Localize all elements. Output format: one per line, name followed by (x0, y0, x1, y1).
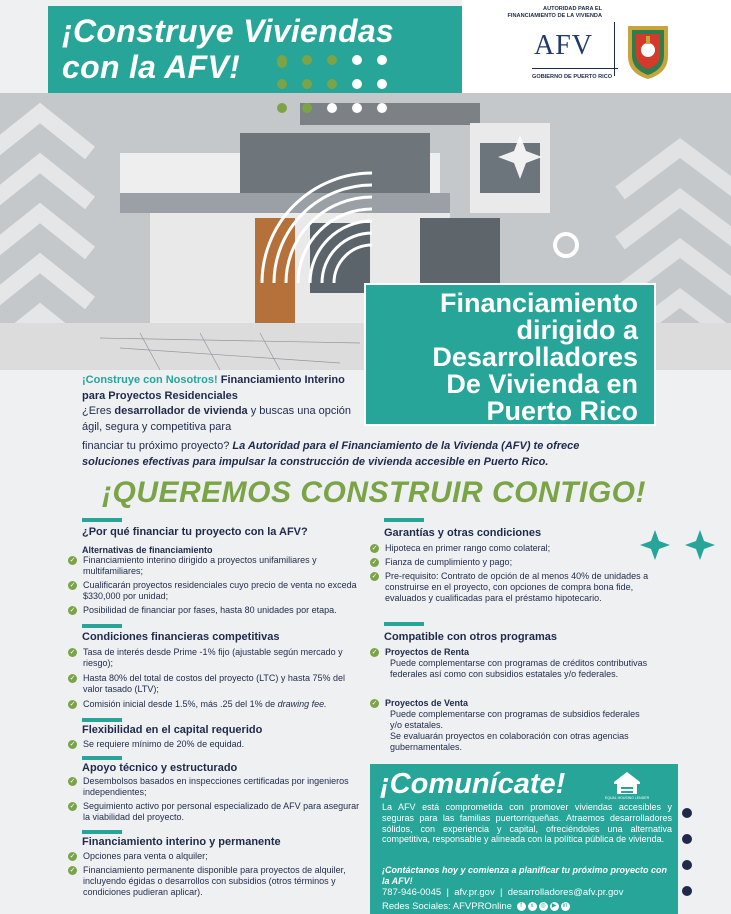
section-bar (82, 718, 122, 722)
contact-box (370, 764, 678, 914)
list-item (68, 699, 368, 710)
section-bar (82, 756, 122, 760)
list-item (370, 571, 660, 605)
check-icon: ✓ (371, 559, 378, 566)
section-bar (82, 830, 122, 834)
check-icon: ✓ (371, 545, 378, 552)
intro-line4: financiar tu próximo proyecto? (82, 440, 230, 452)
social-label: Redes Sociales: AFVPROnline (382, 901, 512, 912)
intro-paragraph (82, 373, 354, 435)
list-item (370, 557, 670, 568)
intro-q-post: y buscas una opción ágil, segura y competitiva para (82, 405, 352, 433)
title-box (364, 283, 656, 426)
decor-dot (682, 886, 692, 896)
section-title: Compatible con otros programas (384, 631, 557, 643)
title-line: dirigido a (516, 315, 638, 345)
check-icon: ✓ (69, 701, 76, 708)
check-icon: ✓ (371, 649, 378, 656)
instagram-icon[interactable]: ◎ (540, 902, 546, 909)
item-text: Puede complementarse con programas de subsidios federales y/o estatales. (390, 709, 640, 731)
social-line (382, 901, 570, 912)
intro-q-pre: ¿Eres (82, 405, 115, 417)
title-line: De Vivienda en (446, 369, 638, 399)
title-line: Puerto Rico (486, 396, 638, 426)
item-text: Financiamiento interino dirigido a proyectos unifamiliares y multifamiliares; (83, 555, 317, 577)
section-title: Apoyo técnico y estructurado (82, 762, 238, 774)
item-text: Puede complementarse con programas de créditos contributivas federales así como con subsidios estatales y/o federales. (390, 658, 648, 680)
item-text: Fianza de cumplimiento y pago; (385, 557, 513, 567)
list-item (68, 580, 368, 602)
section-bar (384, 518, 424, 522)
linkedin-icon[interactable]: in (561, 902, 570, 911)
intro-line5-bold: soluciones efectivas para impulsar la construcción de vivienda accesible en Puerto Rico. (82, 456, 549, 468)
list-item (68, 673, 360, 695)
list-item (68, 801, 360, 823)
item-text: Se evaluarán proyectos en colaboración con otras agencias gubernamentales. (390, 731, 629, 753)
contact-body: La AFV está comprometida con promover viviendas accesibles y seguras para las familias puertorriqueñas. Atraemos desarrolladores sólidos, con experiencia y capital, ofreciéndoles una alternativa competitiva, responsable y alineada con la política pública de vivienda. (382, 802, 672, 845)
title-line: Financiamiento (439, 288, 638, 318)
list-item (68, 739, 368, 750)
header-title-line1: ¡Construye Viviendas (62, 13, 395, 49)
list-item (68, 605, 368, 616)
list-item (68, 776, 360, 798)
contact-cta: ¡Contáctanos hoy y comienza a planificar tu próximo proyecto con la AFV! (382, 865, 668, 886)
list-item (370, 698, 670, 709)
item-text: Comisión inicial desde 1.5%, más .25 del 1% de (83, 699, 278, 709)
decor-dot (682, 808, 692, 818)
section-bar (82, 518, 122, 522)
item-text: Tasa de interés desde Prime -1% fijo (ajustable según mercado y riesgo); (83, 647, 343, 669)
equal-housing-icon (604, 770, 650, 800)
item-text: Financiamiento permanente disponible para proyectos de alquiler, incluyendo égidas o desarrollos con subsidios (otros términos y condiciones pudieran aplicar). (83, 865, 346, 898)
list-item (68, 865, 360, 899)
intro-line4-bold: La Autoridad para el Financiamiento de la Vivienda (AFV) te ofrece (232, 440, 580, 452)
list-item (68, 851, 368, 862)
item-text: Se requiere mínimo de 20% de equidad. (83, 739, 245, 749)
dot-grid-decoration (270, 52, 410, 132)
check-icon: ✓ (69, 853, 76, 860)
item-subtitle: Proyectos de Venta (385, 698, 469, 708)
section-title: Flexibilidad en el capital requerido (82, 724, 263, 736)
check-icon: ✓ (371, 573, 378, 580)
check-icon: ✓ (69, 803, 76, 810)
check-icon: ✓ (371, 700, 378, 707)
x-icon[interactable]: x (528, 902, 537, 911)
check-icon: ✓ (69, 741, 76, 748)
big-title: ¡QUEREMOS CONSTRUIR CONTIGO! (102, 476, 646, 509)
item-text: Hasta 80% del total de costos del proyecto (LTC) y hasta 75% del valor tasado (LTV); (83, 673, 345, 695)
section-title: Financiamiento interino y permanente (82, 836, 281, 848)
item-text: Posibilidad de financiar por fases, hasta 80 unidades por etapa. (83, 605, 337, 615)
decor-dot (682, 860, 692, 870)
separator: | (499, 887, 503, 898)
intro-lead: ¡Construye con Nosotros! (82, 374, 218, 386)
header-title-line2: con la AFV! (62, 49, 241, 85)
youtube-icon[interactable]: ▶ (550, 902, 559, 911)
item-text: Seguimiento activo por personal especializado de AFV para asegurar la viabilidad del proyecto. (83, 801, 360, 823)
item-text-italic: drawing fee. (277, 699, 327, 709)
logo-rule (532, 68, 618, 69)
intro-paragraph-2 (82, 438, 682, 470)
item-text: Hipoteca en primer rango como colateral; (385, 543, 551, 553)
intro-lead-rest: Financiamiento Interino para Proyectos Residenciales (82, 374, 345, 402)
section-subtitle: Alternativas de financiamiento (82, 545, 213, 555)
check-icon: ✓ (69, 649, 76, 656)
check-icon: ✓ (69, 867, 76, 874)
check-icon: ✓ (69, 557, 76, 564)
phone-link[interactable]: 787-946-0045 (382, 887, 442, 898)
separator: | (446, 887, 449, 898)
check-icon: ✓ (69, 582, 76, 589)
list-item (68, 555, 368, 577)
section-bar (82, 624, 122, 628)
title-line: Desarrolladores (432, 342, 638, 372)
facebook-icon[interactable]: f (517, 902, 526, 911)
section-title: Garantías y otras condiciones (384, 527, 542, 539)
check-icon: ✓ (69, 778, 76, 785)
check-icon: ✓ (69, 607, 76, 614)
check-icon: ✓ (69, 675, 76, 682)
section-title: ¿Por qué financiar tu proyecto con la AFV? (82, 526, 308, 538)
afv-acronym: AFV (534, 30, 594, 61)
item-subtitle: Proyectos de Renta (385, 647, 470, 657)
list-item (370, 647, 670, 658)
afv-logo (462, 0, 731, 93)
intro-q-bold: desarrollador de vivienda (114, 405, 248, 417)
equal-housing-label: EQUAL HOUSING LENDER (604, 796, 650, 800)
item-text: Pre-requisito: Contrato de opción de al menos 40% de unidades a construirse en el proyecto, con opciones de compra bona fide, evaluados y cualificadas para el préstamo hipotecario. (385, 571, 649, 604)
email-link[interactable]: desarrolladores@afv.pr.gov (507, 887, 624, 898)
website-link[interactable]: afv.pr.gov (454, 887, 495, 898)
government-label: GOBIERNO DE PUERTO RICO (532, 74, 613, 80)
item-text: Opciones para venta o alquiler; (83, 851, 208, 861)
decor-dot (682, 834, 692, 844)
agency-line2: FINANCIAMIENTO DE LA VIVIENDA (507, 13, 602, 19)
contact-line (382, 887, 623, 898)
agency-name (480, 6, 602, 20)
item-text: Cualificarán proyectos residenciales cuyo precio de venta no exceda $330,000 por unidad; (83, 580, 357, 602)
section-title: Condiciones financieras competitivas (82, 631, 280, 643)
section-bar (384, 622, 424, 626)
contact-title: ¡Comunícate! (380, 768, 566, 800)
list-item (68, 647, 360, 669)
coat-of-arms-icon (622, 22, 674, 80)
list-item (370, 543, 670, 554)
item-text: Desembolsos basados en inspecciones certificadas por ingenieros independientes; (83, 776, 349, 798)
agency-line1: AUTORIDAD PARA EL (543, 6, 602, 12)
